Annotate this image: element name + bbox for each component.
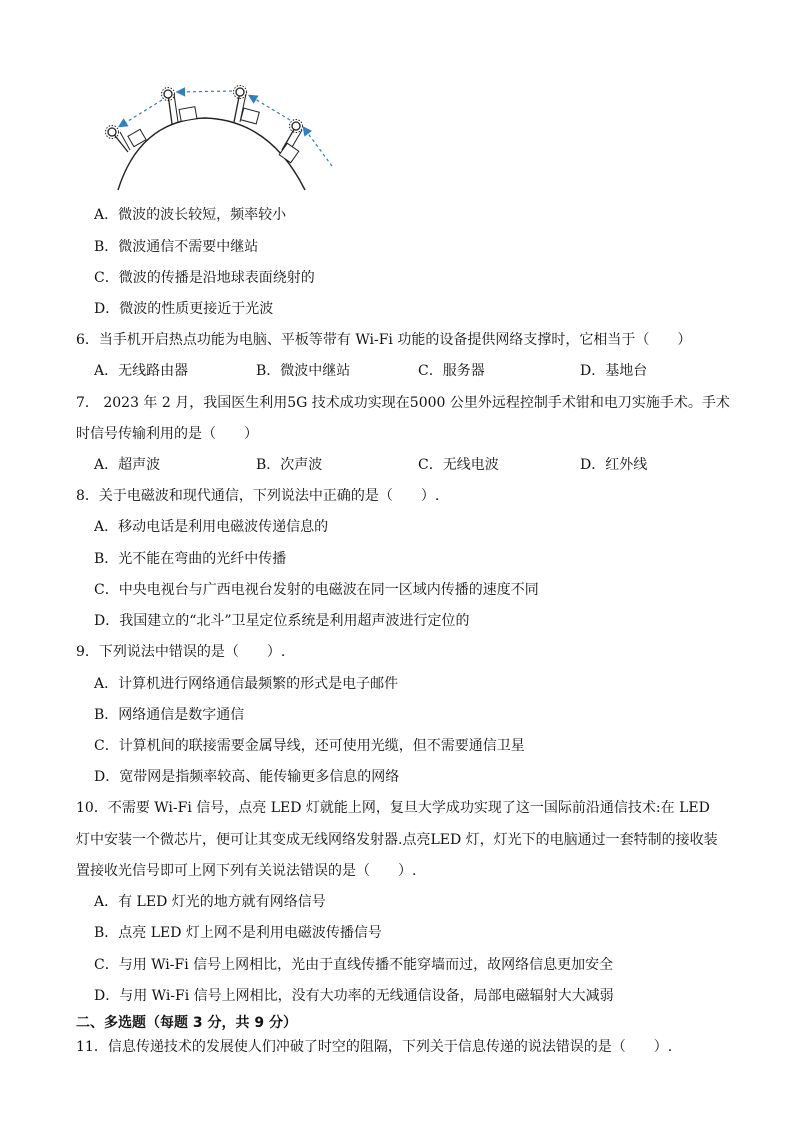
q10-stem-line1: 10．不需要 Wi-Fi 信号，点亮 LED 灯就能上网，复旦大学成功实现了这一国际前沿通信技术:在 LED xyxy=(76,800,710,816)
earth-surface-arc xyxy=(118,118,305,190)
q8-option-a: A．移动电话是利用电磁波传递信息的 xyxy=(94,519,329,535)
q8-option-d: D．我国建立的“北斗”卫星定位系统是利用超声波进行定位的 xyxy=(94,613,470,629)
q10-option-b: B．点亮 LED 灯上网不是利用电磁波传播信号 xyxy=(94,925,382,941)
q8-option-b: B．光不能在弯曲的光纤中传播 xyxy=(94,551,287,567)
q5-option-a: A．微波的波长较短，频率较小 xyxy=(94,207,287,223)
q7-option-c: C．无线电波 xyxy=(418,457,499,473)
microwave-path-incoming xyxy=(304,128,332,166)
q10-option-d: D．与用 Wi-Fi 信号上网相比，没有大功率的无线通信设备，局部电磁辐射大大减弱 xyxy=(94,988,614,1004)
microwave-relay-diagram xyxy=(100,80,340,195)
q10-option-a: A．有 LED 灯光的地方就有网络信号 xyxy=(94,894,326,910)
q6-option-b: B．微波中继站 xyxy=(256,363,351,379)
microwave-path-1-2 xyxy=(120,100,162,126)
q8-option-c: C．中央电视台与广西电视台发射的电磁波在同一区域内传播的速度不同 xyxy=(94,582,539,598)
q7-option-a: A．超声波 xyxy=(94,457,161,473)
q9-option-d: D．宽带网是指频率较高、能传输更多信息的网络 xyxy=(94,769,400,785)
q7-stem-line1: 7． 2023 年 2 月，我国医生利用5G 技术成功实现在5000 公里外远程控制手术钳和电刀实施手术。手术 xyxy=(76,395,730,411)
q6-option-a: A．无线路由器 xyxy=(94,363,189,379)
relay-station-4 xyxy=(279,120,302,163)
microwave-path-2-3 xyxy=(178,91,232,92)
q6-option-d: D．基地台 xyxy=(580,363,648,379)
relay-station-3 xyxy=(234,86,260,124)
q11-stem: 11．信息传递技术的发展使人们冲破了时空的阻隔，下列关于信息传递的说法错误的是（ ）. xyxy=(76,1039,673,1055)
section-2-title: 二、多选题（每题 3 分，共 9 分） xyxy=(76,1015,297,1031)
q6-stem: 6．当手机开启热点功能为电脑、平板等带有 Wi-Fi 功能的设备提供网络支撑时，它相当于（ ） xyxy=(76,332,692,348)
q7-stem-line2: 时信号传输利用的是（ ） xyxy=(76,426,258,442)
q7-option-d: D．红外线 xyxy=(580,457,648,473)
q5-option-b: B．微波通信不需要中继站 xyxy=(94,239,259,255)
q7-option-b: B．次声波 xyxy=(256,457,323,473)
q9-option-a: A．计算机进行网络通信最频繁的形式是电子邮件 xyxy=(94,676,399,692)
q8-stem: 8．关于电磁波和现代通信，下列说法中正确的是（ ）. xyxy=(76,488,440,504)
q5-option-d: D．微波的性质更接近于光波 xyxy=(94,301,274,317)
q9-stem: 9．下列说法中错误的是（ ）. xyxy=(76,644,286,660)
q9-option-b: B．网络通信是数字通信 xyxy=(94,707,245,723)
q10-stem-line2: 灯中安装一个微芯片，便可让其变成无线网络发射器.点亮LED 灯，灯光下的电脑通过一套特制的接收装 xyxy=(76,832,718,848)
q10-option-c: C．与用 Wi-Fi 信号上网相比，光由于直线传播不能穿墙而过，故网络信息更加安全 xyxy=(94,957,614,973)
relay-station-2 xyxy=(162,88,197,125)
q9-option-c: C．计算机间的联接需要金属导线，还可使用光缆，但不需要通信卫星 xyxy=(94,738,525,754)
q5-option-c: C．微波的传播是沿地球表面绕射的 xyxy=(94,270,315,286)
q10-stem-line3: 置接收光信号即可上网下列有关说法错误的是（ ）. xyxy=(76,863,417,879)
q6-option-c: C．服务器 xyxy=(418,363,485,379)
